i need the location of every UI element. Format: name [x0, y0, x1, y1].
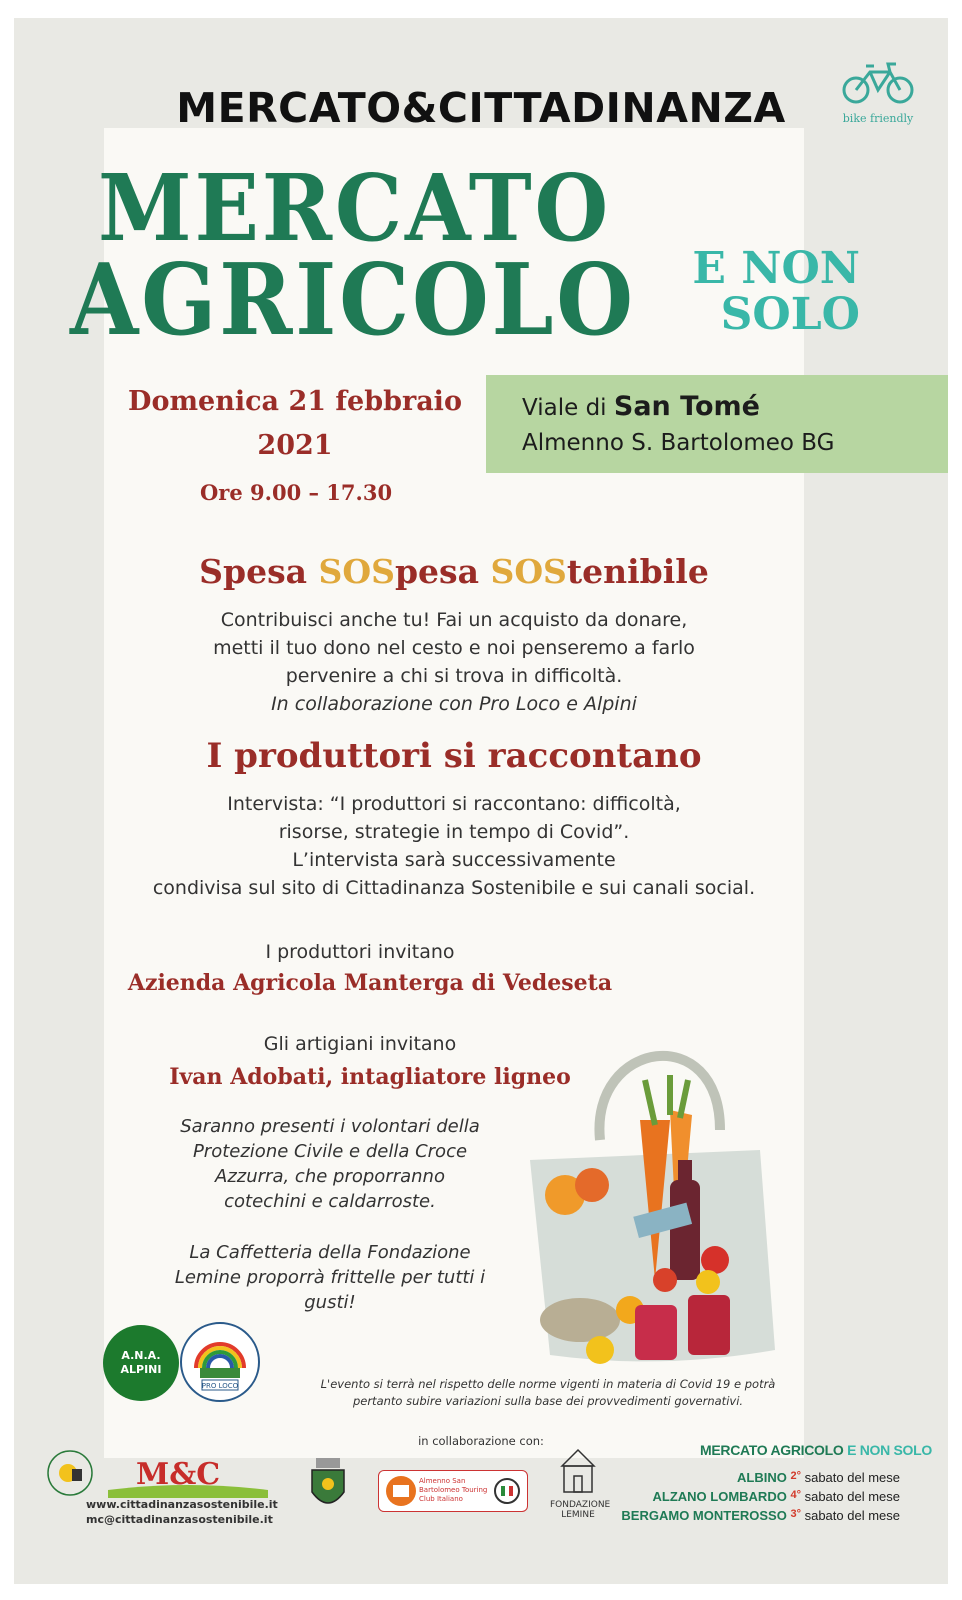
produttori-line: risorse, strategie in tempo di Covid”. — [278, 821, 630, 843]
schedule-place: ALZANO LOMBARDO — [652, 1489, 787, 1504]
title-e-non: E NON — [692, 243, 860, 294]
covid-line: L'evento si terrà nel rispetto delle norme vigenti in materia di Covid 19 e potrà — [320, 1377, 776, 1391]
schedule-row — [621, 1508, 900, 1523]
volunteers-line: Saranno presenti i volontari della — [180, 1116, 480, 1137]
spesa-head-part: tenibile — [566, 552, 709, 591]
event-date-year: 2021 — [257, 430, 333, 461]
schedule-ordinal: 3° — [790, 1508, 801, 1520]
proloco-logo — [180, 1322, 260, 1402]
produttori-line: L’intervista sarà successivamente — [292, 849, 616, 871]
cittadinanza-sostenibile-logo — [42, 1445, 98, 1501]
bicycle-icon — [840, 56, 916, 106]
contact-links — [86, 1497, 278, 1527]
alpini-logo — [103, 1325, 179, 1401]
produttori-description — [70, 790, 838, 902]
spesa-line: metti il tuo dono nel cesto e noi penseremo a farlo — [213, 637, 695, 659]
producers-invite-label: I produttori invitano — [265, 941, 455, 963]
spesa-head-sos: SOS — [490, 552, 567, 591]
spesa-sospesa-heading — [104, 552, 804, 591]
producers-invite-name: Azienda Agricola Manterga di Vedeseta — [127, 970, 613, 996]
address-street — [522, 389, 948, 426]
lemine-label-line: FONDAZIONE — [550, 1500, 611, 1510]
produttori-line: Intervista: “I produttori si raccontano: difficoltà, — [227, 793, 681, 815]
address-street-name: San Tomé — [613, 391, 760, 422]
alpini-logo-text: ALPINI — [120, 1363, 162, 1376]
title-agricolo: AGRICOLO — [70, 243, 636, 358]
title-e-non-solo — [650, 243, 860, 340]
spesa-head-part: pesa — [394, 552, 491, 591]
title-mercato: MERCATO — [98, 154, 611, 262]
mc-logo-text: M&C — [136, 1457, 221, 1492]
schedule-title — [700, 1442, 932, 1458]
schedule-title-b: E NON SOLO — [847, 1442, 932, 1458]
produttori-line: condivisa sul sito di Cittadinanza Sostenibile e sui canali social. — [152, 877, 756, 899]
touring-club-text: Almenno San Bartolomeo Touring Club Italiano — [419, 1477, 488, 1503]
schedule-ordinal: 4° — [790, 1489, 801, 1501]
volunteers-line: Azzurra, che proporranno — [215, 1166, 445, 1187]
volunteers-line: Protezione Civile e della Croce — [192, 1141, 468, 1162]
event-hours: Ore 9.00 – 17.30 — [200, 480, 393, 505]
schedule-place: BERGAMO MONTEROSSO — [621, 1508, 787, 1523]
schedule-ordinal: 2° — [790, 1470, 801, 1482]
municipal-crest-icon — [306, 1452, 350, 1516]
spesa-line: pervenire a chi si trova in difficoltà. — [285, 665, 623, 687]
schedule-row — [653, 1489, 901, 1504]
email-link[interactable]: mc@cittadinanzasostenibile.it — [86, 1513, 273, 1526]
touring-club-emblem — [383, 1473, 419, 1509]
spesa-line: Contribuisci anche tu! Fai un acquisto da donare, — [220, 609, 688, 631]
address-prefix: Viale di — [522, 395, 614, 421]
spesa-collab-line: In collaborazione con Pro Loco e Alpini — [271, 693, 637, 715]
bike-friendly-label: bike friendly — [842, 112, 914, 125]
spesa-description — [104, 606, 804, 718]
artisans-invite-label: Gli artigiani invitano — [263, 1033, 457, 1055]
lemine-building-icon — [558, 1446, 598, 1494]
schedule-title-a: MERCATO AGRICOLO — [700, 1442, 848, 1458]
volunteers-line: cotechini e caldarroste. — [224, 1191, 436, 1212]
alpini-logo-text: A.N.A. — [121, 1349, 161, 1362]
schedule-text: sabato del mese — [800, 1508, 900, 1523]
event-date — [120, 380, 470, 468]
produttori-heading: I produttori si raccontano — [206, 736, 702, 776]
fondazione-lemine-logo — [550, 1446, 611, 1526]
spesa-head-part: Spesa — [199, 552, 319, 591]
schedule-text: sabato del mese — [800, 1470, 900, 1485]
artisans-invite-name: Ivan Adobati, intagliatore ligneo — [169, 1064, 571, 1090]
lemine-label-line: LEMINE — [561, 1510, 595, 1520]
tci-flag-icon — [493, 1477, 521, 1505]
covid-line: pertanto subire variazioni sulla base dei provvedimenti governativi. — [352, 1394, 744, 1408]
touring-club-logo — [378, 1470, 528, 1512]
address-box — [486, 375, 948, 473]
proloco-label: PRO LOCO — [201, 1382, 239, 1390]
title-solo: SOLO — [720, 289, 860, 340]
top-title: MERCATO&CITTADINANZA — [176, 84, 786, 132]
address-town: Almenno S. Bartolomeo BG — [522, 430, 835, 456]
schedule-text: sabato del mese — [800, 1489, 900, 1504]
event-date-day: Domenica 21 febbraio — [128, 386, 462, 417]
cafe-line: Lemine proporrà frittelle per tutti i — [174, 1267, 486, 1288]
website-link[interactable]: www.cittadinanzasostenibile.it — [86, 1498, 278, 1511]
schedule-place: ALBINO — [736, 1470, 787, 1485]
schedule-row — [737, 1470, 900, 1485]
shopping-bag-illustration — [520, 1020, 790, 1380]
covid-notice — [268, 1376, 828, 1410]
bike-friendly-badge — [838, 56, 918, 125]
cafe-note — [160, 1240, 500, 1315]
collaboration-label: in collaborazione con: — [418, 1434, 544, 1448]
cafe-line: La Caffetteria della Fondazione — [189, 1242, 471, 1263]
lemine-label — [550, 1500, 611, 1520]
volunteers-note — [160, 1114, 500, 1214]
mercato-cittadinanza-logo — [108, 1450, 268, 1498]
proloco-emblem — [182, 1324, 258, 1400]
cafe-line: gusti! — [304, 1292, 356, 1313]
spesa-head-sos: SOS — [318, 552, 395, 591]
